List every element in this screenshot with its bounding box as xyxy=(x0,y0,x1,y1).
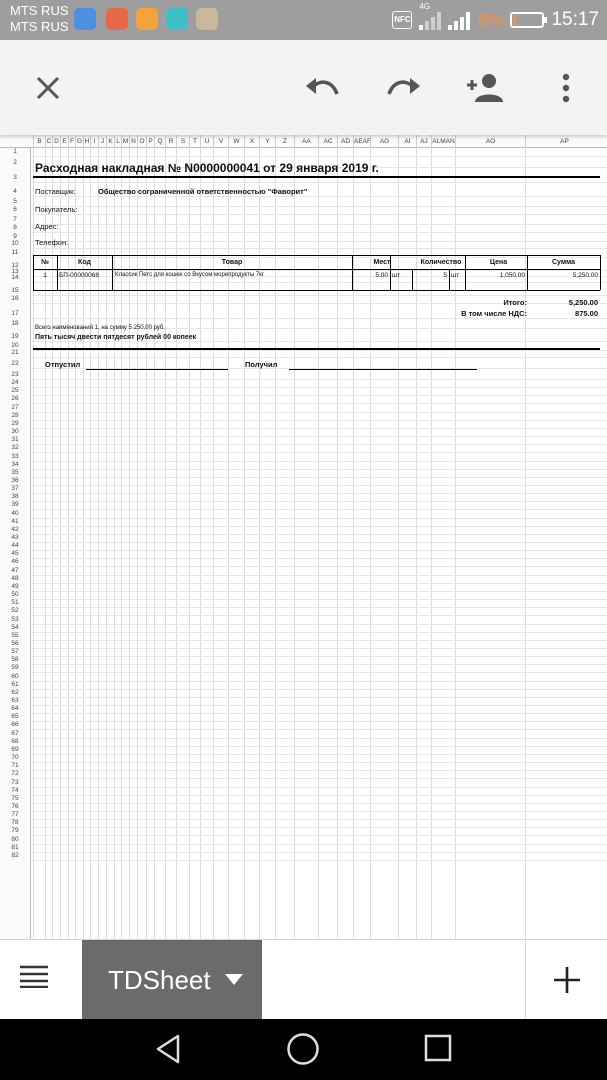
grid-column-line xyxy=(83,148,84,939)
row-header[interactable]: 17 xyxy=(11,310,19,317)
row-header[interactable]: 52 xyxy=(11,607,19,615)
row-header[interactable]: 30 xyxy=(11,428,19,436)
more-vert-icon[interactable] xyxy=(546,68,586,108)
row-header[interactable]: 4 xyxy=(13,188,17,195)
row-header[interactable]: 60 xyxy=(11,672,19,680)
total-value: 5,250.00 xyxy=(568,298,598,307)
row-header[interactable]: 80 xyxy=(11,835,19,843)
row-header[interactable]: 27 xyxy=(11,403,19,411)
shop-app-icon xyxy=(136,8,158,30)
photo-app-icon xyxy=(196,8,218,30)
row-header[interactable]: 39 xyxy=(11,501,19,509)
phone-label: Телефон: xyxy=(35,238,69,247)
column-header-ai[interactable]: AI xyxy=(398,135,416,148)
grid-row-line xyxy=(31,282,607,283)
grid-row-line xyxy=(31,444,607,445)
grid-row-line xyxy=(31,591,607,592)
vat-label: В том числе НДС: xyxy=(461,309,527,318)
row-header[interactable]: 11 xyxy=(11,249,19,256)
column-header-c[interactable]: C xyxy=(45,135,52,148)
menu-icon[interactable] xyxy=(20,964,60,998)
row-header[interactable]: 37 xyxy=(11,485,19,493)
grid-row-line xyxy=(31,485,607,486)
th-num: № xyxy=(41,259,49,266)
row-header[interactable]: 62 xyxy=(11,688,19,696)
grid-row-line xyxy=(31,607,607,608)
grid-row-line xyxy=(31,526,607,527)
grid-row-line xyxy=(31,550,607,551)
grid-row-line xyxy=(31,729,607,730)
grid-row-line xyxy=(31,558,607,559)
th-sum: Сумма xyxy=(551,259,575,266)
column-header-b[interactable]: B xyxy=(33,135,45,148)
grid-row-line xyxy=(31,501,607,502)
grid-column-line xyxy=(455,148,456,939)
row-header[interactable]: 38 xyxy=(11,493,19,501)
grid-row-line xyxy=(31,795,607,796)
column-header-o[interactable]: O xyxy=(137,135,146,148)
row-header[interactable]: 43 xyxy=(11,534,19,541)
dropdown-icon[interactable] xyxy=(225,974,243,986)
status-bar xyxy=(0,0,607,40)
row-header[interactable]: 21 xyxy=(11,349,19,356)
grid-column-line xyxy=(370,148,371,939)
row-header[interactable]: 44 xyxy=(11,542,19,550)
row-product: Классик Петс для кошек со Вкусом морепродукты 7кг xyxy=(115,272,265,278)
row-header[interactable]: 70 xyxy=(11,754,19,762)
grid-column-line xyxy=(137,148,138,939)
column-header-g[interactable]: G xyxy=(75,135,83,148)
row-header[interactable]: 55 xyxy=(11,631,19,639)
grid-row-line xyxy=(31,436,607,437)
grid-row-line xyxy=(31,778,607,779)
row-quantity: 5 xyxy=(443,272,447,279)
grid-column-line xyxy=(98,148,99,939)
grid-row-line xyxy=(31,819,607,820)
row-num: 1 xyxy=(43,272,47,279)
vat-value: 875.00 xyxy=(575,309,598,318)
row-header[interactable]: 35 xyxy=(11,468,19,476)
row-header[interactable]: 41 xyxy=(11,517,19,525)
grid-row-line xyxy=(31,461,607,462)
row-header[interactable]: 53 xyxy=(11,615,19,623)
health-app-icon xyxy=(74,8,96,30)
grid-column-line xyxy=(353,148,354,939)
summary-line: Всего наименований 1, на сумму 5 250,00 руб. xyxy=(35,325,166,331)
grid-row-line xyxy=(31,182,607,183)
grid-row-line xyxy=(31,509,607,510)
row-header[interactable]: 63 xyxy=(11,697,19,704)
grid-row-line xyxy=(31,477,607,478)
grid-column-line xyxy=(52,148,53,939)
grid-column-line xyxy=(146,148,147,939)
network-type: 4G xyxy=(419,2,431,11)
carrier-info xyxy=(10,3,69,35)
grid-column-line xyxy=(200,148,201,939)
grid-column-line xyxy=(398,148,399,939)
grid-row-line xyxy=(31,206,607,207)
row-header[interactable]: 66 xyxy=(11,721,19,729)
column-header-d[interactable]: D xyxy=(52,135,60,148)
row-header[interactable]: 3 xyxy=(13,174,17,181)
grid-column-line xyxy=(318,148,319,939)
column-header-q[interactable]: Q xyxy=(154,135,165,148)
carrier-1: MTS RUS xyxy=(10,3,69,18)
received-signature-line xyxy=(289,369,477,370)
editor-toolbar xyxy=(0,40,607,135)
row-header[interactable]: 26 xyxy=(11,395,19,403)
recents-icon[interactable] xyxy=(424,1034,452,1062)
grid-row-line xyxy=(31,196,607,197)
grid-row-line xyxy=(31,681,607,682)
grid-row-line xyxy=(31,811,607,812)
row-header[interactable]: 18 xyxy=(11,320,19,327)
grid-row-line xyxy=(31,295,607,296)
row-header[interactable]: 16 xyxy=(11,295,19,302)
column-header-bar xyxy=(0,135,607,148)
grid-column-line xyxy=(294,148,295,939)
grid-row-line xyxy=(31,518,607,519)
column-header-v[interactable]: V xyxy=(213,135,228,148)
grid-row-line xyxy=(31,241,607,242)
row-header[interactable]: 12 xyxy=(11,262,19,269)
sheet-tab-bar xyxy=(0,939,607,1019)
row-header[interactable]: 45 xyxy=(11,550,19,558)
row-header[interactable]: 29 xyxy=(11,419,19,427)
carrier-2: MTS RUS xyxy=(10,19,69,34)
grid-column-line xyxy=(60,148,61,939)
grid-row-line xyxy=(31,713,607,714)
column-header-ag[interactable]: AG xyxy=(370,135,398,148)
grid-row-line xyxy=(31,357,607,358)
th-code: Код xyxy=(78,259,91,266)
grid-row-line xyxy=(31,534,607,535)
column-header-w[interactable]: W xyxy=(228,135,244,148)
grid-row-line xyxy=(31,721,607,722)
row-header[interactable]: 73 xyxy=(11,778,19,786)
grid-row-line xyxy=(31,350,607,351)
grid-column-line xyxy=(106,148,107,939)
home-icon[interactable] xyxy=(286,1032,320,1066)
signal-1-icon xyxy=(419,2,441,30)
column-header-aeaf[interactable]: AEAF xyxy=(353,135,370,148)
grid-row-line xyxy=(31,632,607,633)
battery-icon xyxy=(510,12,544,28)
grid-column-line xyxy=(213,148,214,939)
row-header[interactable]: 64 xyxy=(11,705,19,713)
title-underline xyxy=(33,176,600,178)
grid-row-line xyxy=(31,493,607,494)
grid-row-line xyxy=(31,214,607,215)
grid-column-line xyxy=(68,148,69,939)
grid-row-line xyxy=(31,697,607,698)
grid-row-line xyxy=(31,672,607,673)
row-header[interactable]: 67 xyxy=(11,729,19,737)
status-indicators xyxy=(392,2,599,34)
download-app-icon xyxy=(166,8,188,30)
row-header[interactable]: 23 xyxy=(11,371,19,378)
row-header[interactable]: 1 xyxy=(13,148,17,155)
grid-row-line xyxy=(31,827,607,828)
sheet-tab-tdsheet[interactable] xyxy=(82,940,262,1020)
column-header-k[interactable]: K xyxy=(106,135,114,148)
column-header-aj[interactable]: AJ xyxy=(416,135,431,148)
column-header-r[interactable]: R xyxy=(165,135,176,148)
row-header[interactable]: 74 xyxy=(11,786,19,794)
row-header[interactable]: 36 xyxy=(11,476,19,484)
grid-row-line xyxy=(31,248,607,249)
row-header[interactable]: 49 xyxy=(11,582,19,590)
grid-row-line xyxy=(31,428,607,429)
column-header-t[interactable]: T xyxy=(189,135,200,148)
row-header[interactable]: 56 xyxy=(11,639,19,647)
row-header[interactable]: 69 xyxy=(11,745,19,753)
released-label: Отпустил xyxy=(45,360,81,369)
row-header[interactable]: 46 xyxy=(11,558,19,566)
row-header-bar xyxy=(0,148,31,939)
supplier-label: Поставщик: xyxy=(35,187,76,196)
row-header[interactable]: 71 xyxy=(11,762,19,770)
row-header[interactable]: 54 xyxy=(11,623,19,631)
grid-column-line xyxy=(337,148,338,939)
column-header-e[interactable]: E xyxy=(60,135,68,148)
row-header[interactable]: 14 xyxy=(11,274,19,281)
grid-row-line xyxy=(31,566,607,567)
row-header[interactable]: 25 xyxy=(11,387,19,395)
grid-row-line xyxy=(31,599,607,600)
grid-row-line xyxy=(31,615,607,616)
column-header-ao[interactable]: AO xyxy=(455,135,525,148)
row-sum: 5,250.00 xyxy=(572,272,598,279)
battery-percent: 8% xyxy=(477,9,504,30)
row-header[interactable]: 65 xyxy=(11,713,19,721)
grid-row-line xyxy=(31,787,607,788)
address-label: Адрес: xyxy=(35,222,59,231)
amount-in-words: Пять тысяч двести пятдесят рублей 00 копеек xyxy=(35,334,197,341)
nfc-icon: NFC xyxy=(392,11,412,29)
column-header-ac[interactable]: AC xyxy=(318,135,337,148)
sheet-tab-label: TDSheet xyxy=(108,964,211,995)
grid-row-line xyxy=(31,395,607,396)
buyer-label: Покупатель: xyxy=(35,205,78,214)
plus-icon xyxy=(554,967,580,993)
grid-column-line xyxy=(244,148,245,939)
grid-column-line xyxy=(275,148,276,939)
redo-icon[interactable] xyxy=(384,68,424,108)
clock: 15:17 xyxy=(551,9,599,30)
row-header[interactable]: 76 xyxy=(11,802,19,810)
row-code: БП-00000068 xyxy=(59,272,100,279)
row-header[interactable]: 2 xyxy=(13,159,17,166)
grid-row-line xyxy=(31,469,607,470)
grid-row-line xyxy=(31,318,607,319)
grid-row-line xyxy=(31,270,607,271)
row-header[interactable]: 58 xyxy=(11,656,19,664)
signal-2-icon xyxy=(448,10,470,30)
received-label: Получил xyxy=(245,360,278,369)
separator-line xyxy=(33,348,600,350)
column-header-p[interactable]: P xyxy=(146,135,154,148)
grid-row-line xyxy=(31,542,607,543)
row-price: 1,050.00 xyxy=(499,272,525,279)
spreadsheet-view[interactable] xyxy=(0,135,607,939)
grid-column-line xyxy=(90,148,91,939)
row-header[interactable]: 33 xyxy=(11,452,19,460)
row-header[interactable]: 82 xyxy=(11,851,19,859)
column-header-m[interactable]: M xyxy=(121,135,129,148)
grid-column-line xyxy=(121,148,122,939)
grid-row-line xyxy=(31,648,607,649)
row-header[interactable]: 9 xyxy=(13,233,17,240)
row-header[interactable]: 75 xyxy=(11,794,19,802)
row-header[interactable]: 19 xyxy=(11,333,19,340)
total-label: Итого: xyxy=(503,298,527,307)
grid-row-line xyxy=(31,860,607,861)
column-header-ad[interactable]: AD xyxy=(337,135,353,148)
grid-row-line xyxy=(31,232,607,233)
grid-column-line xyxy=(228,148,229,939)
grid-row-line xyxy=(31,379,607,380)
row-header[interactable]: 22 xyxy=(11,360,19,367)
row-header[interactable]: 6 xyxy=(13,206,17,213)
grid-column-line xyxy=(114,148,115,939)
grid-row-line xyxy=(31,762,607,763)
grid-row-line xyxy=(31,746,607,747)
row-quantity-unit: шт xyxy=(451,272,460,279)
row-header[interactable]: 77 xyxy=(11,811,19,819)
row-header[interactable]: 79 xyxy=(11,827,19,835)
row-header[interactable]: 13 xyxy=(11,268,19,275)
grid-row-line xyxy=(31,664,607,665)
row-header[interactable]: 48 xyxy=(11,574,19,582)
column-header-n[interactable]: N xyxy=(129,135,137,148)
row-header[interactable]: 31 xyxy=(11,436,19,444)
column-header-u[interactable]: U xyxy=(200,135,213,148)
column-header-j[interactable]: J xyxy=(98,135,106,148)
back-icon[interactable] xyxy=(152,1033,184,1065)
row-header[interactable]: 78 xyxy=(11,819,19,827)
grid-column-line xyxy=(416,148,417,939)
column-header-ap[interactable]: AP xyxy=(525,135,603,148)
system-nav-bar xyxy=(0,1019,607,1080)
row-header[interactable]: 50 xyxy=(11,591,19,599)
th-quantity: Количество xyxy=(420,259,462,266)
grid-row-line xyxy=(31,257,607,258)
grid-row-line xyxy=(31,844,607,845)
row-header[interactable]: 5 xyxy=(13,198,17,205)
column-header-i[interactable]: I xyxy=(90,135,98,148)
row-header[interactable]: 68 xyxy=(11,737,19,745)
row-header[interactable]: 8 xyxy=(13,224,17,231)
grid-row-line xyxy=(31,835,607,836)
row-header[interactable]: 42 xyxy=(11,525,19,533)
column-header-f[interactable]: F xyxy=(68,135,75,148)
row-header[interactable]: 15 xyxy=(11,287,19,294)
grid-row-line xyxy=(31,387,607,388)
grid-row-line xyxy=(31,156,607,157)
row-header[interactable]: 61 xyxy=(11,680,19,688)
grid-row-line xyxy=(31,452,607,453)
row-header[interactable]: 57 xyxy=(11,648,19,656)
row-header[interactable]: 24 xyxy=(11,379,19,387)
grid-column-line xyxy=(165,148,166,939)
row-places: 5.00 xyxy=(375,272,388,279)
row-header[interactable]: 10 xyxy=(11,240,19,247)
grid-row-line xyxy=(31,738,607,739)
grid-column-line xyxy=(259,148,260,939)
grid-row-line xyxy=(31,403,607,404)
close-icon[interactable] xyxy=(28,68,68,108)
notification-app-icon xyxy=(106,8,128,30)
grid-column-line xyxy=(525,148,526,939)
row-header[interactable]: 20 xyxy=(11,342,19,349)
column-header-h[interactable]: H xyxy=(83,135,90,148)
row-header[interactable]: 34 xyxy=(11,460,19,468)
row-header[interactable]: 51 xyxy=(11,599,19,607)
grid-row-line xyxy=(31,689,607,690)
grid-column-line xyxy=(176,148,177,939)
th-price: Цена xyxy=(489,259,508,266)
th-places: Мест xyxy=(373,259,391,266)
grid-row-line xyxy=(31,583,607,584)
grid-column-line xyxy=(189,148,190,939)
grid-row-line xyxy=(31,770,607,771)
row-header[interactable]: 40 xyxy=(11,509,19,517)
grid-row-line xyxy=(31,640,607,641)
row-header[interactable]: 32 xyxy=(11,444,19,452)
row-header[interactable]: 81 xyxy=(11,843,19,851)
th-product: Товар xyxy=(221,259,243,266)
column-header-alman[interactable]: ALMAN xyxy=(431,135,455,148)
row-header[interactable]: 28 xyxy=(11,411,19,419)
grid-row-line xyxy=(31,224,607,225)
grid-row-line xyxy=(31,420,607,421)
grid-row-line xyxy=(31,803,607,804)
add-sheet-button[interactable] xyxy=(525,940,607,1020)
grid-column-line xyxy=(45,148,46,939)
grid-row-line xyxy=(31,852,607,853)
column-header-y[interactable]: Y xyxy=(259,135,275,148)
column-header-z[interactable]: Z xyxy=(275,135,294,148)
row-header[interactable]: 72 xyxy=(11,770,19,778)
released-signature-line xyxy=(86,369,228,370)
grid-row-line xyxy=(31,754,607,755)
invoice-title: Расходная накладная № N0000000041 от 29 января 2019 г. xyxy=(35,161,379,175)
grid-row-line xyxy=(31,575,607,576)
undo-icon[interactable] xyxy=(302,68,342,108)
column-header-aa[interactable]: AA xyxy=(294,135,318,148)
row-places-unit: шт xyxy=(392,272,401,279)
grid-row-line xyxy=(31,656,607,657)
row-header[interactable]: 7 xyxy=(13,216,17,223)
add-person-icon[interactable] xyxy=(465,68,505,108)
grid-column-line xyxy=(431,148,432,939)
grid-row-line xyxy=(31,624,607,625)
grid-row-line xyxy=(31,412,607,413)
column-header-x[interactable]: X xyxy=(244,135,259,148)
grid-row-line xyxy=(31,705,607,706)
supplier-value: Общество сограниченной ответственностью "Фаворит" xyxy=(98,187,308,196)
column-header-l[interactable]: L xyxy=(114,135,121,148)
grid-column-line xyxy=(75,148,76,939)
grid-row-line xyxy=(31,341,607,342)
row-header[interactable]: 59 xyxy=(11,664,19,672)
grid-column-line xyxy=(154,148,155,939)
grid-column-line xyxy=(129,148,130,939)
row-header[interactable]: 47 xyxy=(11,566,19,574)
column-header-s[interactable]: S xyxy=(176,135,189,148)
